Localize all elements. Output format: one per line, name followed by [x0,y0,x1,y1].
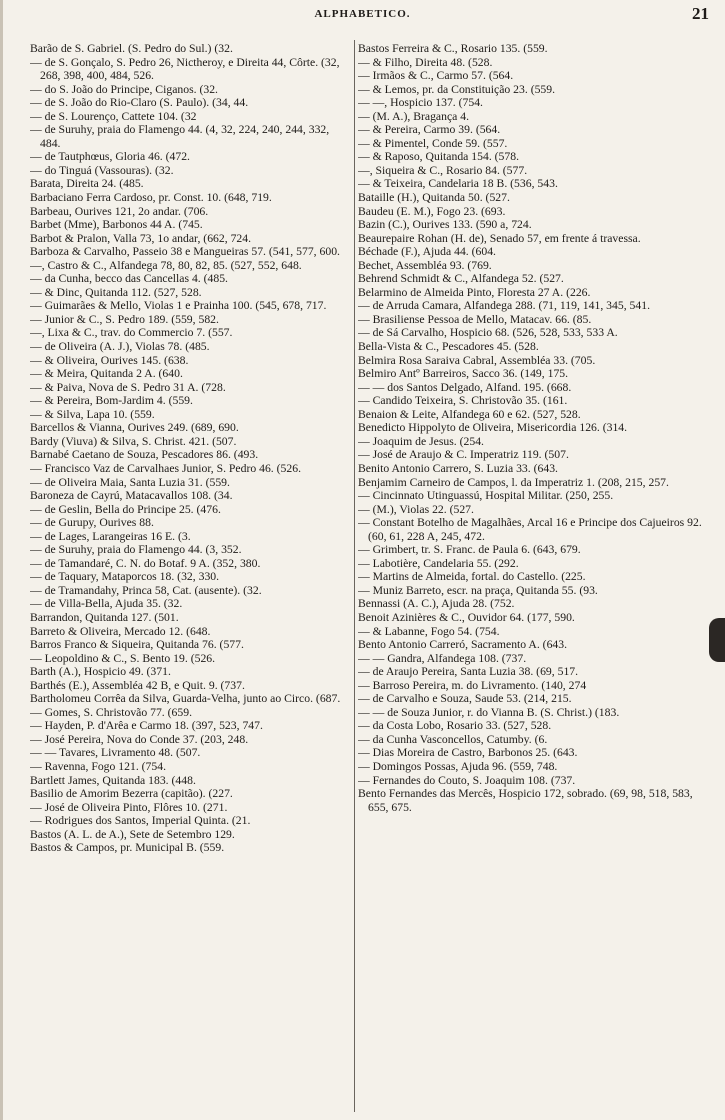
directory-entry: Basilio de Amorim Bezerra (capitão). (227. [30,787,233,801]
directory-entry: — Dias Moreira de Castro, Barbonos 25. (643. [358,746,578,760]
directory-entry: Beaurepaire Rohan (H. de), Senado 57, em frente á travessa. [358,231,641,245]
directory-entry: — Muniz Barreto, escr. na praça, Quitanda 55. (93. [358,583,598,597]
directory-entry: — de Tramandahy, Princa 58, Cat. (ausente). (32. [30,583,262,597]
directory-entry: Bardy (Viuva) & Silva, S. Christ. 421. (507. [30,434,237,448]
directory-entry: — Domingos Possas, Ajuda 96. (559, 748. [358,759,558,773]
directory-entry: Belmiro Antº Barreiros, Sacco 36. (149, 175. [358,367,569,381]
directory-entry: — Fernandes do Couto, S. Joaquim 108. (737. [358,773,576,787]
directory-entry: — José de Araujo & C. Imperatriz 119. (507. [358,448,569,462]
directory-entry: — (M. A.), Bragança 4. [358,109,470,123]
directory-entry: — — Tavares, Livramento 48. (507. [30,746,201,760]
directory-entry: — Martins de Almeida, fortal. do Castello. (225. [358,570,586,584]
directory-entry: — Grimbert, tr. S. Franc. de Paula 6. (643, 679. [358,543,581,557]
right-column [358,42,710,1112]
directory-entry: — Brasiliense Pessoa de Mello, Matacav. 66. (85. [358,312,592,326]
directory-entry: Behrend Schmidt & C., Alfandega 52. (527. [358,272,564,286]
directory-entry: Bechet, Assembléa 93. (769. [358,258,492,272]
directory-entry: — Junior & C., S. Pedro 189. (559, 582. [30,312,219,326]
directory-entry: — de S. Lourenço, Cattete 104. (32 [30,109,197,123]
directory-entry: Benjamim Carneiro de Campos, l. da Imperatriz 1. (208, 215, 257. [358,475,669,489]
directory-entry: — de Lages, Larangeiras 16 E. (3. [30,529,191,543]
directory-entry: — José de Oliveira Pinto, Flôres 10. (271. [30,800,228,814]
directory-entry: — Ravenna, Fogo 121. (754. [30,759,167,773]
directory-entry: — de S. João do Rio-Claro (S. Paulo). (34, 44. [30,96,249,110]
directory-entry: Bento Antonio Carreró, Sacramento A. (643. [358,638,568,652]
directory-entry: Bento Fernandes das Mercês, Hospicio 172, sobrado. (69, 98, 518, 583, 655, 675. [358,787,693,814]
directory-entry: Bartlett James, Quitanda 183. (448. [30,773,196,787]
directory-entry: Barbot & Pralon, Valla 73, 1o andar, (662, 724. [30,231,252,245]
directory-entry: Benedicto Hippolyto de Oliveira, Misericordia 126. (314. [358,421,628,435]
directory-entry: — de Suruhy, praia do Flamengo 44. (3, 352. [30,543,242,557]
directory-entry: — & Dinc, Quitanda 112. (527, 528. [30,285,202,299]
directory-entry: — Gomes, S. Christovão 77. (659. [30,705,192,719]
directory-entry: Baroneza de Cayrú, Matacavallos 108. (34. [30,489,233,503]
directory-entry: Baudeu (E. M.), Fogo 23. (693. [358,204,506,218]
directory-entry: Bastos & Campos, pr. Municipal B. (559. [30,841,225,855]
directory-entry: — Hayden, P. d'Arêa e Carmo 18. (397, 523, 747. [30,719,263,733]
directory-entry: — & Meira, Quitanda 2 A. (640. [30,367,183,381]
directory-entry: — —, Hospicio 137. (754. [358,96,483,110]
directory-entry: Bastos (A. L. de A.), Sete de Setembro 129. [30,827,235,841]
directory-entry: — — Gandra, Alfandega 108. (737. [358,651,527,665]
directory-entry: Bazin (C.), Ourives 133. (590 a, 724. [358,218,532,232]
directory-entry: — de Sá Carvalho, Hospicio 68. (526, 528, 533, 533 A. [358,326,618,340]
left-column [30,42,352,1112]
directory-entry: Bataille (H.), Quitanda 50. (527. [358,191,510,205]
directory-entry: Belmira Rosa Saraiva Cabral, Assembléa 33. (705. [358,353,596,367]
directory-entry: Bennassi (A. C.), Ajuda 28. (752. [358,597,515,611]
directory-entry: — de Tautphœus, Gloria 46. (472. [30,150,190,164]
directory-entry: Barboza & Carvalho, Passeio 38 e Mangueiras 57. (541, 577, 600. [30,245,340,259]
directory-entry: — & Pereira, Bom-Jardim 4. (559. [30,394,193,408]
running-header: ALPHABETICO. [314,8,411,20]
directory-entry: Bastos Ferreira & C., Rosario 135. (559. [358,42,548,55]
directory-entry: Barthés (E.), Assembléa 42 B, e Quit. 9. (737. [30,678,245,692]
directory-entry: — Candido Teixeira, S. Christovão 35. (161. [358,394,568,408]
directory-entry: —, Lixa & C., trav. do Commercio 7. (557. [30,326,233,340]
directory-entry: — da Costa Lobo, Rosario 33. (527, 528. [358,719,552,733]
directory-entry: — de Oliveira Maia, Santa Luzia 31. (559. [30,475,230,489]
directory-entry: — da Cunha, becco das Cancellas 4. (485. [30,272,228,286]
directory-entry: Barcellos & Vianna, Ourives 249. (689, 690. [30,421,239,435]
directory-entry: — (M.), Violas 22. (527. [358,502,474,516]
directory-entry: — & Lemos, pr. da Constituição 23. (559. [358,82,556,96]
directory-entry: — & Filho, Direita 48. (528. [358,55,493,69]
directory-entry: — de Carvalho e Souza, Saude 53. (214, 215. [358,692,572,706]
directory-entry: — & Pereira, Carmo 39. (564. [358,123,501,137]
directory-entry: — de Taquary, Mataporcos 18. (32, 330. [30,570,220,584]
thumb-tab-mark [709,618,725,662]
directory-entry: Barbaciano Ferra Cardoso, pr. Const. 10. (648, 719. [30,191,272,205]
directory-entry: Benaion & Leite, Alfandega 60 e 62. (527, 528. [358,407,581,421]
directory-entry: — Leopoldino & C., S. Bento 19. (526. [30,651,216,665]
directory-entry: Barnabé Caetano de Souza, Pescadores 86. (493. [30,448,259,462]
directory-entry: — Joaquim de Jesus. (254. [358,434,484,448]
directory-entry: — Francisco Vaz de Carvalhaes Junior, S. Pedro 46. (526. [30,461,301,475]
directory-entry: — Barroso Pereira, m. do Livramento. (140, 274 [358,678,587,692]
directory-entry: — — dos Santos Delgado, Alfand. 195. (668. [358,380,572,394]
directory-entry: — Labotière, Candelaria 55. (292. [358,556,519,570]
directory-entry: Barão de S. Gabriel. (S. Pedro do Sul.) (32. [30,42,233,55]
column-divider [354,40,355,1112]
directory-entry: — Rodrigues dos Santos, Imperial Quinta. (21. [30,814,251,828]
directory-entry: — & Pimentel, Conde 59. (557. [358,136,508,150]
directory-entry: —, Castro & C., Alfandega 78, 80, 82, 85. (527, 552, 648. [30,258,302,272]
directory-entry: Barbeau, Ourives 121, 2o andar. (706. [30,204,209,218]
directory-entry: Barth (A.), Hospicio 49. (371. [30,665,171,679]
directory-entry: Belarmino de Almeida Pinto, Floresta 27 A. (226. [358,285,591,299]
directory-entry: Bartholomeu Corrêa da Silva, Guarda-Velha, junto ao Circo. (687. [30,692,341,706]
directory-entry: Bella-Vista & C., Pescadores 45. (528. [358,340,539,354]
directory-entry: Benito Antonio Carrero, S. Luzia 33. (643. [358,461,558,475]
directory-entry: — Irmãos & C., Carmo 57. (564. [358,69,514,83]
page-edge-shadow [0,0,3,1120]
directory-entry: Barros Franco & Siqueira, Quitanda 76. (577. [30,638,244,652]
directory-entry: — de S. Gonçalo, S. Pedro 26, Nictheroy, e Direita 44, Côrte. (32, 268, 398, 400, 484, 526. [30,55,340,83]
directory-entry: — do Tinguá (Vassouras). (32. [30,163,174,177]
directory-entry: — de Villa-Bella, Ajuda 35. (32. [30,597,183,611]
directory-entry: — & Oliveira, Ourives 145. (638. [30,353,189,367]
page-number: 21 [692,4,709,23]
directory-entry: — da Cunha Vasconcellos, Catumby. (6. [358,732,548,746]
directory-entry: Béchade (F.), Ajuda 44. (604. [358,245,496,259]
directory-entry: — de Araujo Pereira, Santa Luzia 38. (69, 517. [358,665,579,679]
directory-entry: — de Arruda Camara, Alfandega 288. (71, 119, 141, 345, 541. [358,299,651,313]
directory-entry: — — de Souza Junior, r. do Vianna B. (S. Christ.) (183. [358,705,620,719]
directory-entry: — & Teixeira, Candelaria 18 B. (536, 543. [358,177,558,191]
directory-entry: —, Siqueira & C., Rosario 84. (577. [358,163,528,177]
directory-entry: — Cincinnato Utinguassú, Hospital Militar. (250, 255. [358,489,614,503]
directory-entry: Barreto & Oliveira, Mercado 12. (648. [30,624,211,638]
directory-entry: — de Tamandaré, C. N. do Botaf. 9 A. (352, 380. [30,556,261,570]
directory-entry: — de Geslin, Bella do Principe 25. (476. [30,502,221,516]
directory-entry: — & Silva, Lapa 10. (559. [30,407,155,421]
directory-entry: — & Paiva, Nova de S. Pedro 31 A. (728. [30,380,226,394]
directory-entry: Benoit Azinières & C., Ouvidor 64. (177, 590. [358,610,575,624]
directory-entry: Barrandon, Quitanda 127. (501. [30,610,179,624]
directory-entry: — de Gurupy, Ourives 88. [30,516,154,530]
directory-entry: — & Labanne, Fogo 54. (754. [358,624,500,638]
directory-entry: Barbet (Mme), Barbonos 44 A. (745. [30,218,203,232]
directory-entry: — do S. João do Principe, Ciganos. (32. [30,82,218,96]
directory-entry: — José Pereira, Nova do Conde 37. (203, 248. [30,732,249,746]
directory-entry: — & Raposo, Quitanda 154. (578. [358,150,520,164]
directory-entry: Barata, Direita 24. (485. [30,177,144,191]
directory-entry: — de Oliveira (A. J.), Violas 78. (485. [30,340,210,354]
directory-entry: — de Suruhy, praia do Flamengo 44. (4, 32, 224, 240, 244, 332, 484. [30,123,330,150]
directory-entry: — Constant Botelho de Magalhães, Arcal 16 e Principe dos Cajueiros 92. (60, 61, 228 A, 245, 472. [358,516,702,543]
directory-entry: — Guimarães & Mello, Violas 1 e Prainha 100. (545, 678, 717. [30,299,327,313]
